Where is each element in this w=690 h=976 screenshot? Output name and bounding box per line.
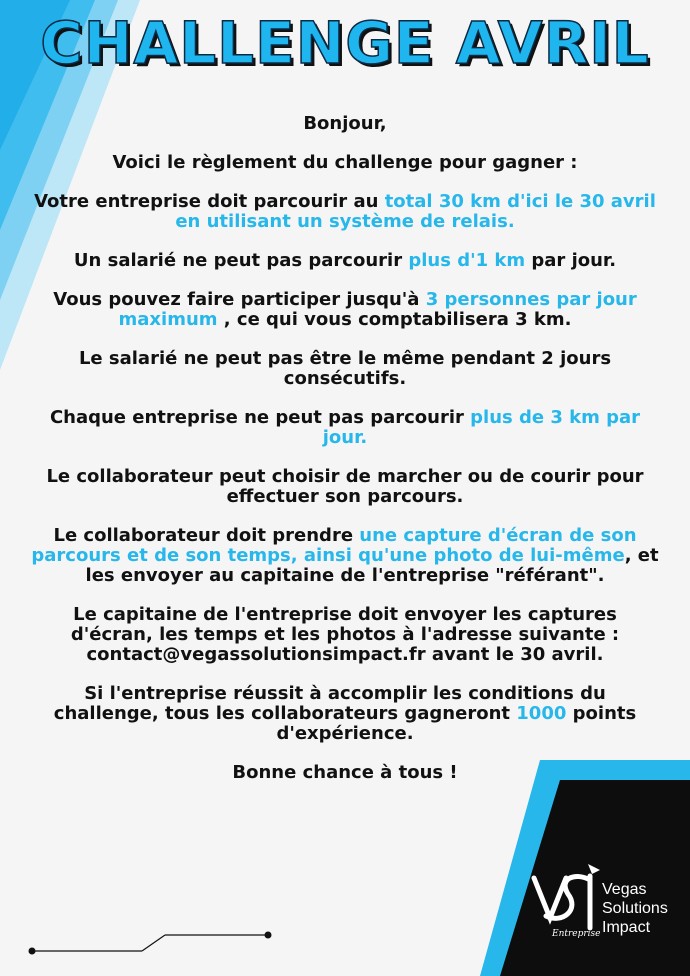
paragraph-text: Bonne chance à tous ! <box>232 762 458 783</box>
rule-paragraph <box>30 605 660 665</box>
logo-line-2: Solutions <box>602 900 668 917</box>
rule-paragraph <box>30 251 660 271</box>
paragraph-text: Le collaborateur doit prendre <box>53 525 360 546</box>
paragraph-text: Vous pouvez faire participer jusqu'à <box>53 289 426 310</box>
rule-paragraph <box>30 153 660 173</box>
rule-paragraph <box>30 408 660 448</box>
highlight-text: 3 personnes par jour maximum <box>118 289 637 330</box>
rule-paragraph <box>30 763 660 783</box>
highlight-text: total 30 km d'ici le 30 avril en utilisant un système de relais. <box>175 191 656 232</box>
highlight-text: 1000 <box>516 703 567 724</box>
rule-paragraph <box>30 467 660 507</box>
rule-paragraph <box>30 526 660 586</box>
logo-line-1: Vegas <box>602 881 647 898</box>
paragraph-text: Voici le règlement du challenge pour gagner : <box>112 152 578 173</box>
rule-paragraph <box>30 684 660 744</box>
logo-text <box>602 880 668 937</box>
paragraph-text: Le salarié ne peut pas être le même pendant 2 jours consécutifs. <box>78 348 612 389</box>
paragraph-text: , et les envoyer au capitaine de l'entreprise "référant". <box>85 545 659 586</box>
rule-paragraph <box>30 349 660 389</box>
paragraph-text: Le collaborateur peut choisir de marcher ou de courir pour effectuer son parcours. <box>46 466 644 507</box>
logo-subtitle: Entreprise <box>552 929 601 939</box>
circuit-line-icon <box>29 932 272 955</box>
highlight-text: une capture d'écran de son parcours et de son temps, ainsi qu'une photo de lui-même <box>31 525 637 566</box>
highlight-text: plus d'1 km <box>408 250 526 271</box>
rule-paragraph <box>30 290 660 330</box>
paragraph-text: Chaque entreprise ne peut pas parcourir <box>49 407 471 428</box>
rule-paragraph <box>30 114 660 134</box>
paragraph-text: Si l'entreprise réussit à accomplir les conditions du challenge, tous les collaborateurs gagneront <box>53 683 606 724</box>
paragraph-text: Votre entreprise doit parcourir au <box>34 191 385 212</box>
paragraph-text: Le capitaine de l'entreprise doit envoyer les captures d'écran, les temps et les photos à l'adresse suivante : contact@vegassolutionsimpact.fr avant le 30 avril. <box>70 604 620 665</box>
rule-paragraph <box>30 192 660 232</box>
rules-content <box>30 114 660 802</box>
paragraph-text: , ce qui vous comptabilisera 3 km. <box>217 309 572 330</box>
logo-line-3: Impact <box>602 919 651 936</box>
paragraph-text: Bonjour, <box>303 113 387 134</box>
vsi-logo-icon <box>528 858 608 938</box>
paragraph-text: Un salarié ne peut pas parcourir <box>73 250 409 271</box>
paragraph-text: points d'expérience. <box>276 703 637 744</box>
paragraph-text: par jour. <box>525 250 617 271</box>
page-title: CHALLENGE AVRIL <box>40 9 650 77</box>
highlight-text: plus de 3 km par jour. <box>322 407 641 448</box>
